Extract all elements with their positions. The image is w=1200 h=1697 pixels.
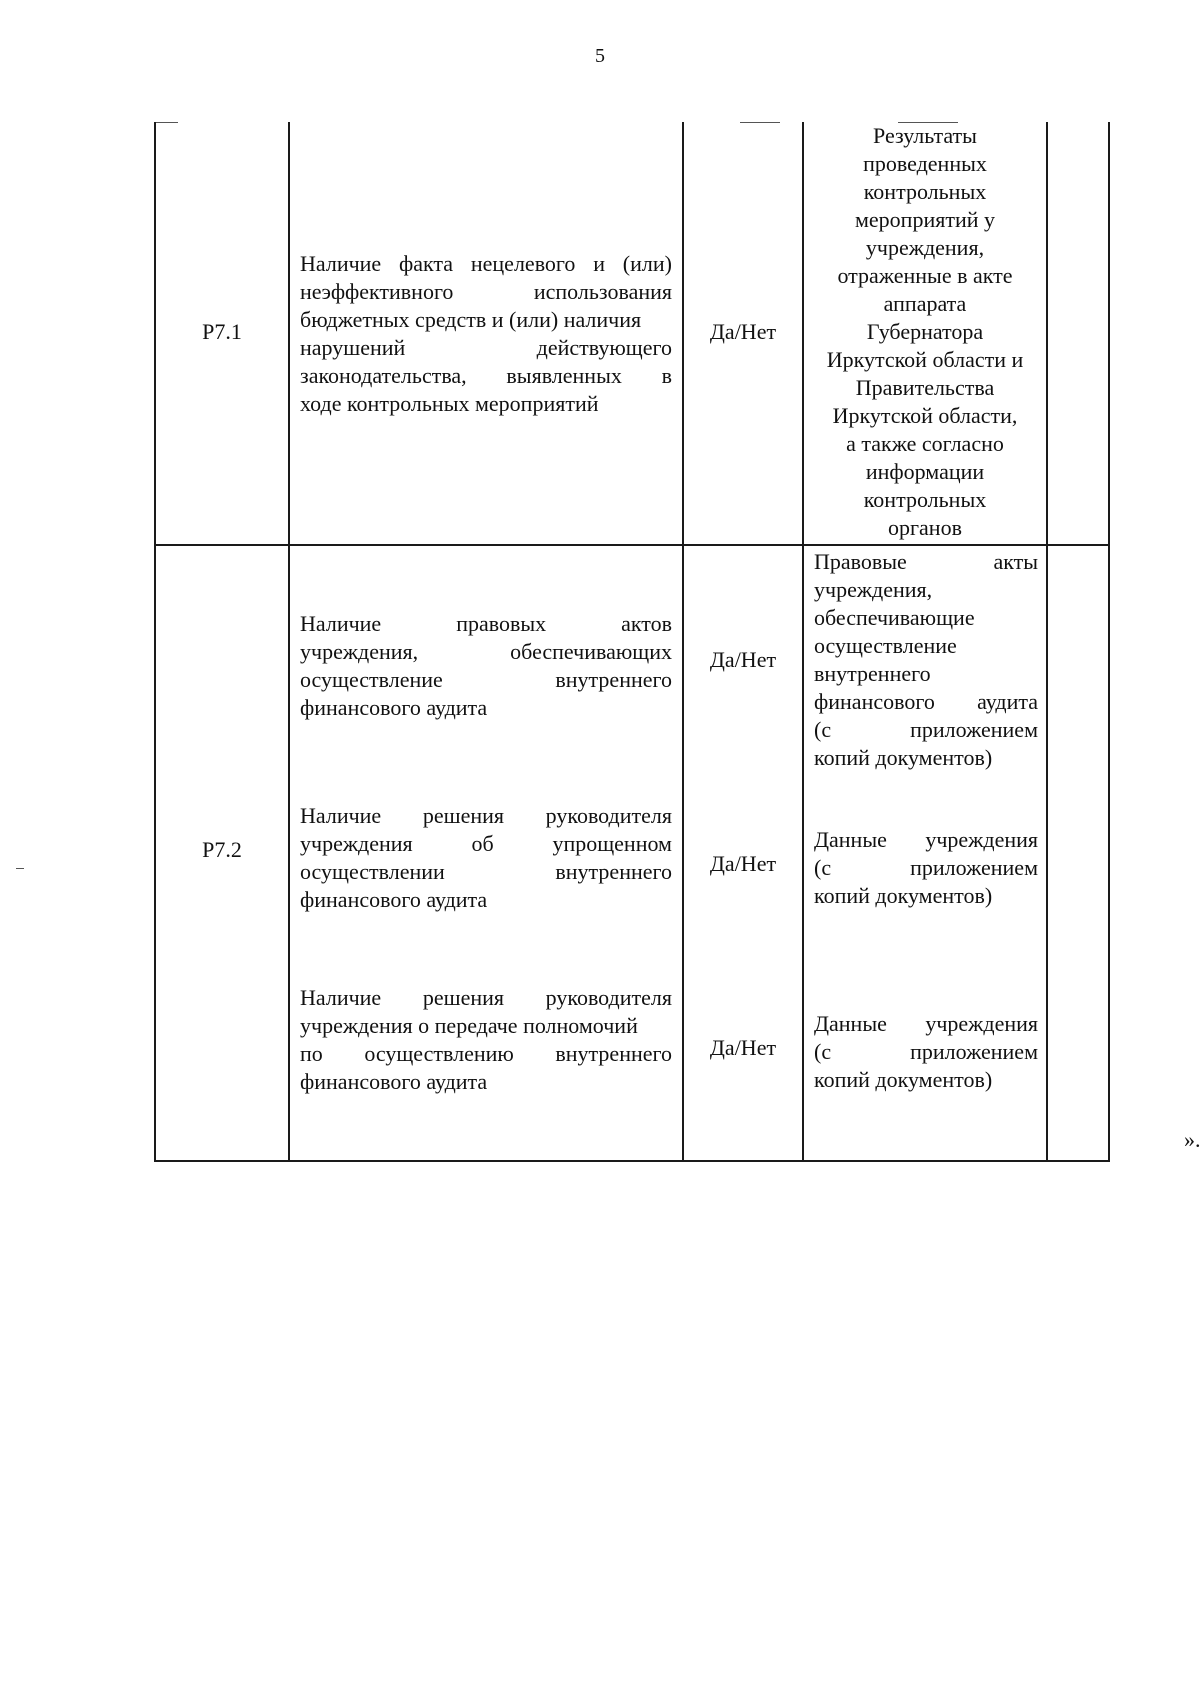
word: решения — [422, 803, 504, 828]
text-line — [300, 610, 672, 638]
word: использования — [533, 279, 672, 304]
text-line — [814, 826, 1038, 854]
top-edge-mark — [156, 122, 178, 123]
word: действующего — [536, 335, 672, 360]
word: обеспечивающих — [510, 639, 672, 664]
word: Наличие — [300, 611, 382, 636]
word: приложением — [910, 1039, 1038, 1064]
text-line: органов — [888, 515, 962, 540]
table-border-bottom — [154, 1160, 1110, 1162]
word: (или) — [622, 251, 672, 276]
word: осуществлении — [300, 859, 445, 884]
text-line: копий документов) — [814, 745, 993, 770]
table-divider-value — [802, 122, 804, 1162]
word: законодательства, — [300, 363, 467, 388]
word: акты — [993, 549, 1038, 574]
criterion-text — [300, 250, 672, 418]
text-line: финансового аудита — [300, 887, 488, 912]
word: внутреннего — [555, 667, 672, 692]
source-text — [814, 1010, 1038, 1094]
source-text — [814, 548, 1038, 772]
text-line: Правительства — [855, 375, 995, 400]
word: выявленных — [506, 363, 622, 388]
text-line: осуществление — [814, 633, 957, 658]
word: неэффективного — [300, 279, 454, 304]
word: приложением — [910, 717, 1038, 742]
text-line — [814, 716, 1038, 744]
table-divider-criterion — [682, 122, 684, 1162]
text-line: обеспечивающие — [814, 605, 975, 630]
text-line — [300, 830, 672, 858]
answer-type: Да/Нет — [709, 319, 777, 344]
text-line: учреждения о передаче полномочий — [300, 1013, 638, 1038]
text-line — [814, 854, 1038, 882]
top-edge-mark — [740, 122, 780, 123]
word: нарушений — [300, 335, 406, 360]
text-line: контрольных — [863, 179, 987, 204]
word: (с — [814, 855, 832, 880]
word: и — [593, 251, 605, 276]
text-line: проведенных — [863, 151, 987, 176]
word: об — [471, 831, 494, 856]
word: Данные — [814, 1011, 887, 1036]
word: в — [661, 363, 672, 388]
text-line: Иркутской области, — [832, 403, 1018, 428]
source-text — [814, 826, 1038, 910]
text-line — [300, 638, 672, 666]
text-line — [300, 858, 672, 886]
text-line: финансового аудита — [300, 695, 488, 720]
word: учреждения — [925, 1011, 1038, 1036]
text-line: копий документов) — [814, 883, 993, 908]
margin-mark — [16, 868, 24, 869]
answer-type: Да/Нет — [709, 851, 777, 876]
word: Данные — [814, 827, 887, 852]
text-line: учреждения, — [814, 577, 933, 602]
word: учреждения — [925, 827, 1038, 852]
word: руководителя — [545, 985, 672, 1010]
word: по — [300, 1041, 323, 1066]
word: финансового — [814, 689, 935, 714]
answer-type: Да/Нет — [709, 647, 777, 672]
text-line — [814, 688, 1038, 716]
table-border-left — [154, 122, 156, 1162]
word: осуществление — [300, 667, 443, 692]
text-line — [300, 666, 672, 694]
criterion-text — [300, 610, 672, 722]
text-line: Губернатора — [866, 319, 984, 344]
text-line: аппарата — [883, 291, 967, 316]
text-line: бюджетных средств и (или) наличия — [300, 307, 642, 332]
text-line: отраженные в акте — [837, 263, 1013, 288]
word: Наличие — [300, 985, 382, 1010]
text-line — [814, 1010, 1038, 1038]
text-line: финансового аудита — [300, 1069, 488, 1094]
text-line: внутреннего — [814, 661, 931, 686]
table-divider-code — [288, 122, 290, 1162]
table-border-right — [1108, 122, 1110, 1162]
row-code: Р7.1 — [202, 319, 242, 344]
text-line — [300, 334, 672, 362]
word: актов — [621, 611, 672, 636]
answer-type: Да/Нет — [709, 1035, 777, 1060]
text-line — [300, 250, 672, 278]
word: приложением — [910, 855, 1038, 880]
word: осуществлению — [364, 1041, 514, 1066]
text-line: учреждения, — [865, 235, 985, 260]
word: Правовые — [814, 549, 907, 574]
text-line — [300, 1040, 672, 1068]
text-line — [300, 278, 672, 306]
table-divider-source — [1046, 122, 1048, 1162]
word: Наличие — [300, 803, 382, 828]
text-line: информации — [865, 459, 985, 484]
criteria-table — [154, 122, 1110, 1162]
text-line: мероприятий у — [854, 207, 995, 232]
word: правовых — [456, 611, 547, 636]
word: (с — [814, 717, 832, 742]
row-divider — [154, 544, 1110, 546]
page-number: 5 — [595, 45, 605, 67]
word: факта — [399, 251, 454, 276]
text-line: Результаты — [873, 123, 977, 148]
text-line — [300, 802, 672, 830]
row-code: Р7.2 — [202, 837, 242, 862]
word: внутреннего — [555, 1041, 672, 1066]
word: учреждения — [300, 831, 413, 856]
text-line — [300, 362, 672, 390]
word: упрощенном — [552, 831, 672, 856]
word: аудита — [977, 689, 1038, 714]
closing-quote: ». — [1184, 1127, 1200, 1152]
source-text — [806, 122, 1044, 542]
text-line: а также согласно — [846, 431, 1004, 456]
word: учреждения, — [300, 639, 419, 664]
word: (с — [814, 1039, 832, 1064]
text-line: ходе контрольных мероприятий — [300, 391, 599, 416]
word: внутреннего — [555, 859, 672, 884]
text-line — [300, 984, 672, 1012]
word: руководителя — [545, 803, 672, 828]
word: решения — [422, 985, 504, 1010]
text-line: копий документов) — [814, 1067, 993, 1092]
text-line — [814, 1038, 1038, 1066]
text-line: контрольных — [863, 487, 987, 512]
text-line — [814, 548, 1038, 576]
text-line: Иркутской области и — [826, 347, 1024, 372]
word: нецелевого — [470, 251, 576, 276]
word: Наличие — [300, 251, 382, 276]
criterion-text — [300, 984, 672, 1096]
criterion-text — [300, 802, 672, 914]
